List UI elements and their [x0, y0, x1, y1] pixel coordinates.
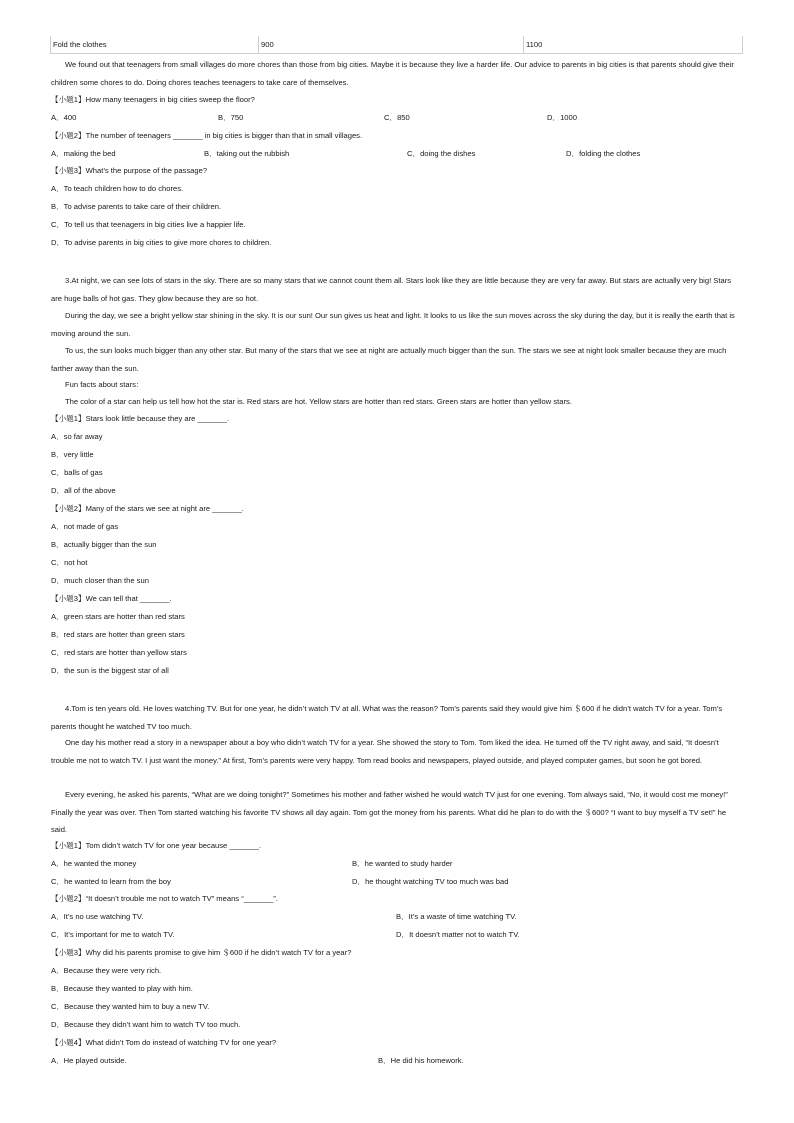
p4-q4-option-a: A．He played outside. [51, 1056, 127, 1065]
p4-q1-option-b: B．he wanted to study harder [352, 859, 453, 868]
p3-q1-option-a: A．so far away [51, 432, 103, 441]
passage3-paragraph-5: The color of a star can help us tell how hot the star is. Red stars are hot. Yellow stars are hotter than red stars. Green stars are hotter than yellow stars. [65, 397, 572, 406]
p3-q2-option-d: D．much closer than the sun [51, 576, 149, 585]
p2-q1-option-c: C．850 [384, 113, 410, 122]
p2-q2-stem: 【小题2】The number of teenagers _______ in big cities is bigger than that in small villages. [51, 131, 363, 140]
p4-q2-option-c: C．It’s important for me to watch TV. [51, 930, 175, 939]
passage2-paragraph: We found out that teenagers from small villages do more chores than those from big cities. Maybe it is because they live a harder life. Our advice to parents in big cities is that parents should give their children some chores to do. Doing chores teaches teenagers to take care of themselves. [51, 60, 734, 87]
table-cell-city: 1100 [524, 36, 743, 54]
p4-q3-option-c: C．Because they wanted him to buy a new TV. [51, 1002, 210, 1011]
p4-q1-option-a: A．he wanted the money [51, 859, 137, 868]
p2-q3-option-a: A．To teach children how to do chores. [51, 184, 184, 193]
p3-q1-option-b: B．very little [51, 450, 94, 459]
p3-q3-option-a: A．green stars are hotter than red stars [51, 612, 185, 621]
p2-q2-option-b: B．taking out the rubbish [204, 149, 290, 158]
p4-q3-option-d: D．Because they didn’t want him to watch TV too much. [51, 1020, 241, 1029]
p3-q3-option-c: C．red stars are hotter than yellow stars [51, 648, 187, 657]
table-cell-chore: Fold the clothes [51, 36, 259, 54]
p3-q2-option-b: B．actually bigger than the sun [51, 540, 157, 549]
p2-q3-stem: 【小题3】What’s the purpose of the passage? [51, 166, 208, 175]
p3-q2-option-a: A．not made of gas [51, 522, 119, 531]
passage4-paragraph-1: 4.Tom is ten years old. He loves watching TV. But for one year, he didn’t watch TV at all. What was the reason? Tom’s parents said they would give him ＄600 if he didn’t watch TV for a year. Tom’s parents thought he watched TV too much. [51, 704, 723, 731]
p3-q2-stem: 【小题2】Many of the stars we see at night are _______. [51, 504, 244, 513]
passage3-paragraph-3: To us, the sun looks much bigger than any other star. But many of the stars that we see at night are actually much bigger than the sun. The stars we see at night look smaller because they are much farther away than the sun. [51, 346, 727, 373]
p2-q2-option-a: A．making the bed [51, 149, 116, 158]
p3-q3-option-d: D．the sun is the biggest star of all [51, 666, 169, 675]
passage4-paragraph-2: One day his mother read a story in a newspaper about a boy who didn’t watch TV for a year. She showed the story to Tom. Tom liked the idea. He turned off the TV right away, and said, “It doesn’t trouble me not to watch TV. I just want the money.” At first, Tom’s parents were very happy. Tom read books and newspapers, played outside, and played computer games, but soon he got bored. [51, 738, 719, 765]
p4-q1-option-d: D．he thought watching TV too much was bad [352, 877, 509, 886]
p4-q2-option-d: D．It doesn’t matter not to watch TV. [396, 930, 520, 939]
p4-q4-stem: 【小题4】What didn’t Tom do instead of watching TV for one year? [51, 1038, 277, 1047]
p4-q3-option-b: B．Because they wanted to play with him. [51, 984, 193, 993]
p4-q1-stem: 【小题1】Tom didn’t watch TV for one year because _______. [51, 841, 262, 850]
p4-q3-option-a: A．Because they were very rich. [51, 966, 162, 975]
p4-q1-option-c: C．he wanted to learn from the boy [51, 877, 171, 886]
p4-q2-option-b: B．It’s a waste of time watching TV. [396, 912, 517, 921]
table-cell-village: 900 [259, 36, 524, 54]
table-row [51, 36, 743, 54]
p4-q4-option-b: B．He did his homework. [378, 1056, 464, 1065]
p2-q2-option-c: C．doing the dishes [407, 149, 476, 158]
p3-q1-option-c: C．balls of gas [51, 468, 103, 477]
p2-q2-option-d: D．folding the clothes [566, 149, 641, 158]
passage4-paragraph-3: Every evening, he asked his parents, “What are we doing tonight?” Sometimes his mother and father wished he would watch TV just for one evening. Tom always said, “No, it would cost me money!” Finally the year was over. Then Tom started watching his favorite TV shows all day again. Tom got the money from his parents. What did he plan to do with the ＄600? “I want to buy myself a TV set!” he said. [51, 790, 728, 834]
p2-q1-stem: 【小题1】How many teenagers in big cities sweep the floor? [51, 95, 255, 104]
p4-q3-stem: 【小题3】Why did his parents promise to give him ＄600 if he didn’t watch TV for a year? [51, 948, 352, 957]
p2-q3-option-b: B．To advise parents to take care of their children. [51, 202, 222, 211]
passage3-paragraph-1: 3.At night, we can see lots of stars in the sky. There are so many stars that we cannot count them all. Stars look like they are little because they are very far away. But stars are actually very big! Stars are huge balls of hot gas. They glow because they are so hot. [51, 276, 732, 303]
p2-q1-option-a: A．400 [51, 113, 77, 122]
p3-q1-option-d: D．all of the above [51, 486, 116, 495]
p2-q3-option-c: C．To tell us that teenagers in big cities live a happier life. [51, 220, 246, 229]
p2-q3-option-d: D．To advise parents in big cities to give more chores to children. [51, 238, 272, 247]
p4-q2-stem: 【小题2】“It doesn’t trouble me not to watch TV” means “_______”. [51, 894, 278, 903]
p2-q1-option-d: D．1000 [547, 113, 577, 122]
p3-q1-stem: 【小题1】Stars look little because they are _______. [51, 414, 230, 423]
p3-q3-stem: 【小题3】We can tell that _______. [51, 594, 172, 603]
p2-q1-option-b: B．750 [218, 113, 244, 122]
chores-table [50, 36, 743, 54]
passage3-fun-facts-heading: Fun facts about stars： [65, 380, 144, 389]
p4-q2-option-a: A．It’s no use watching TV. [51, 912, 144, 921]
passage3-paragraph-2: During the day, we see a bright yellow star shining in the sky. It is our sun! Our sun gives us heat and light. It looks to us like the sun moves across the sky during the day, but it is really the earth that is moving around the sun. [51, 311, 735, 338]
p3-q2-option-c: C．not hot [51, 558, 88, 567]
p3-q3-option-b: B．red stars are hotter than green stars [51, 630, 185, 639]
